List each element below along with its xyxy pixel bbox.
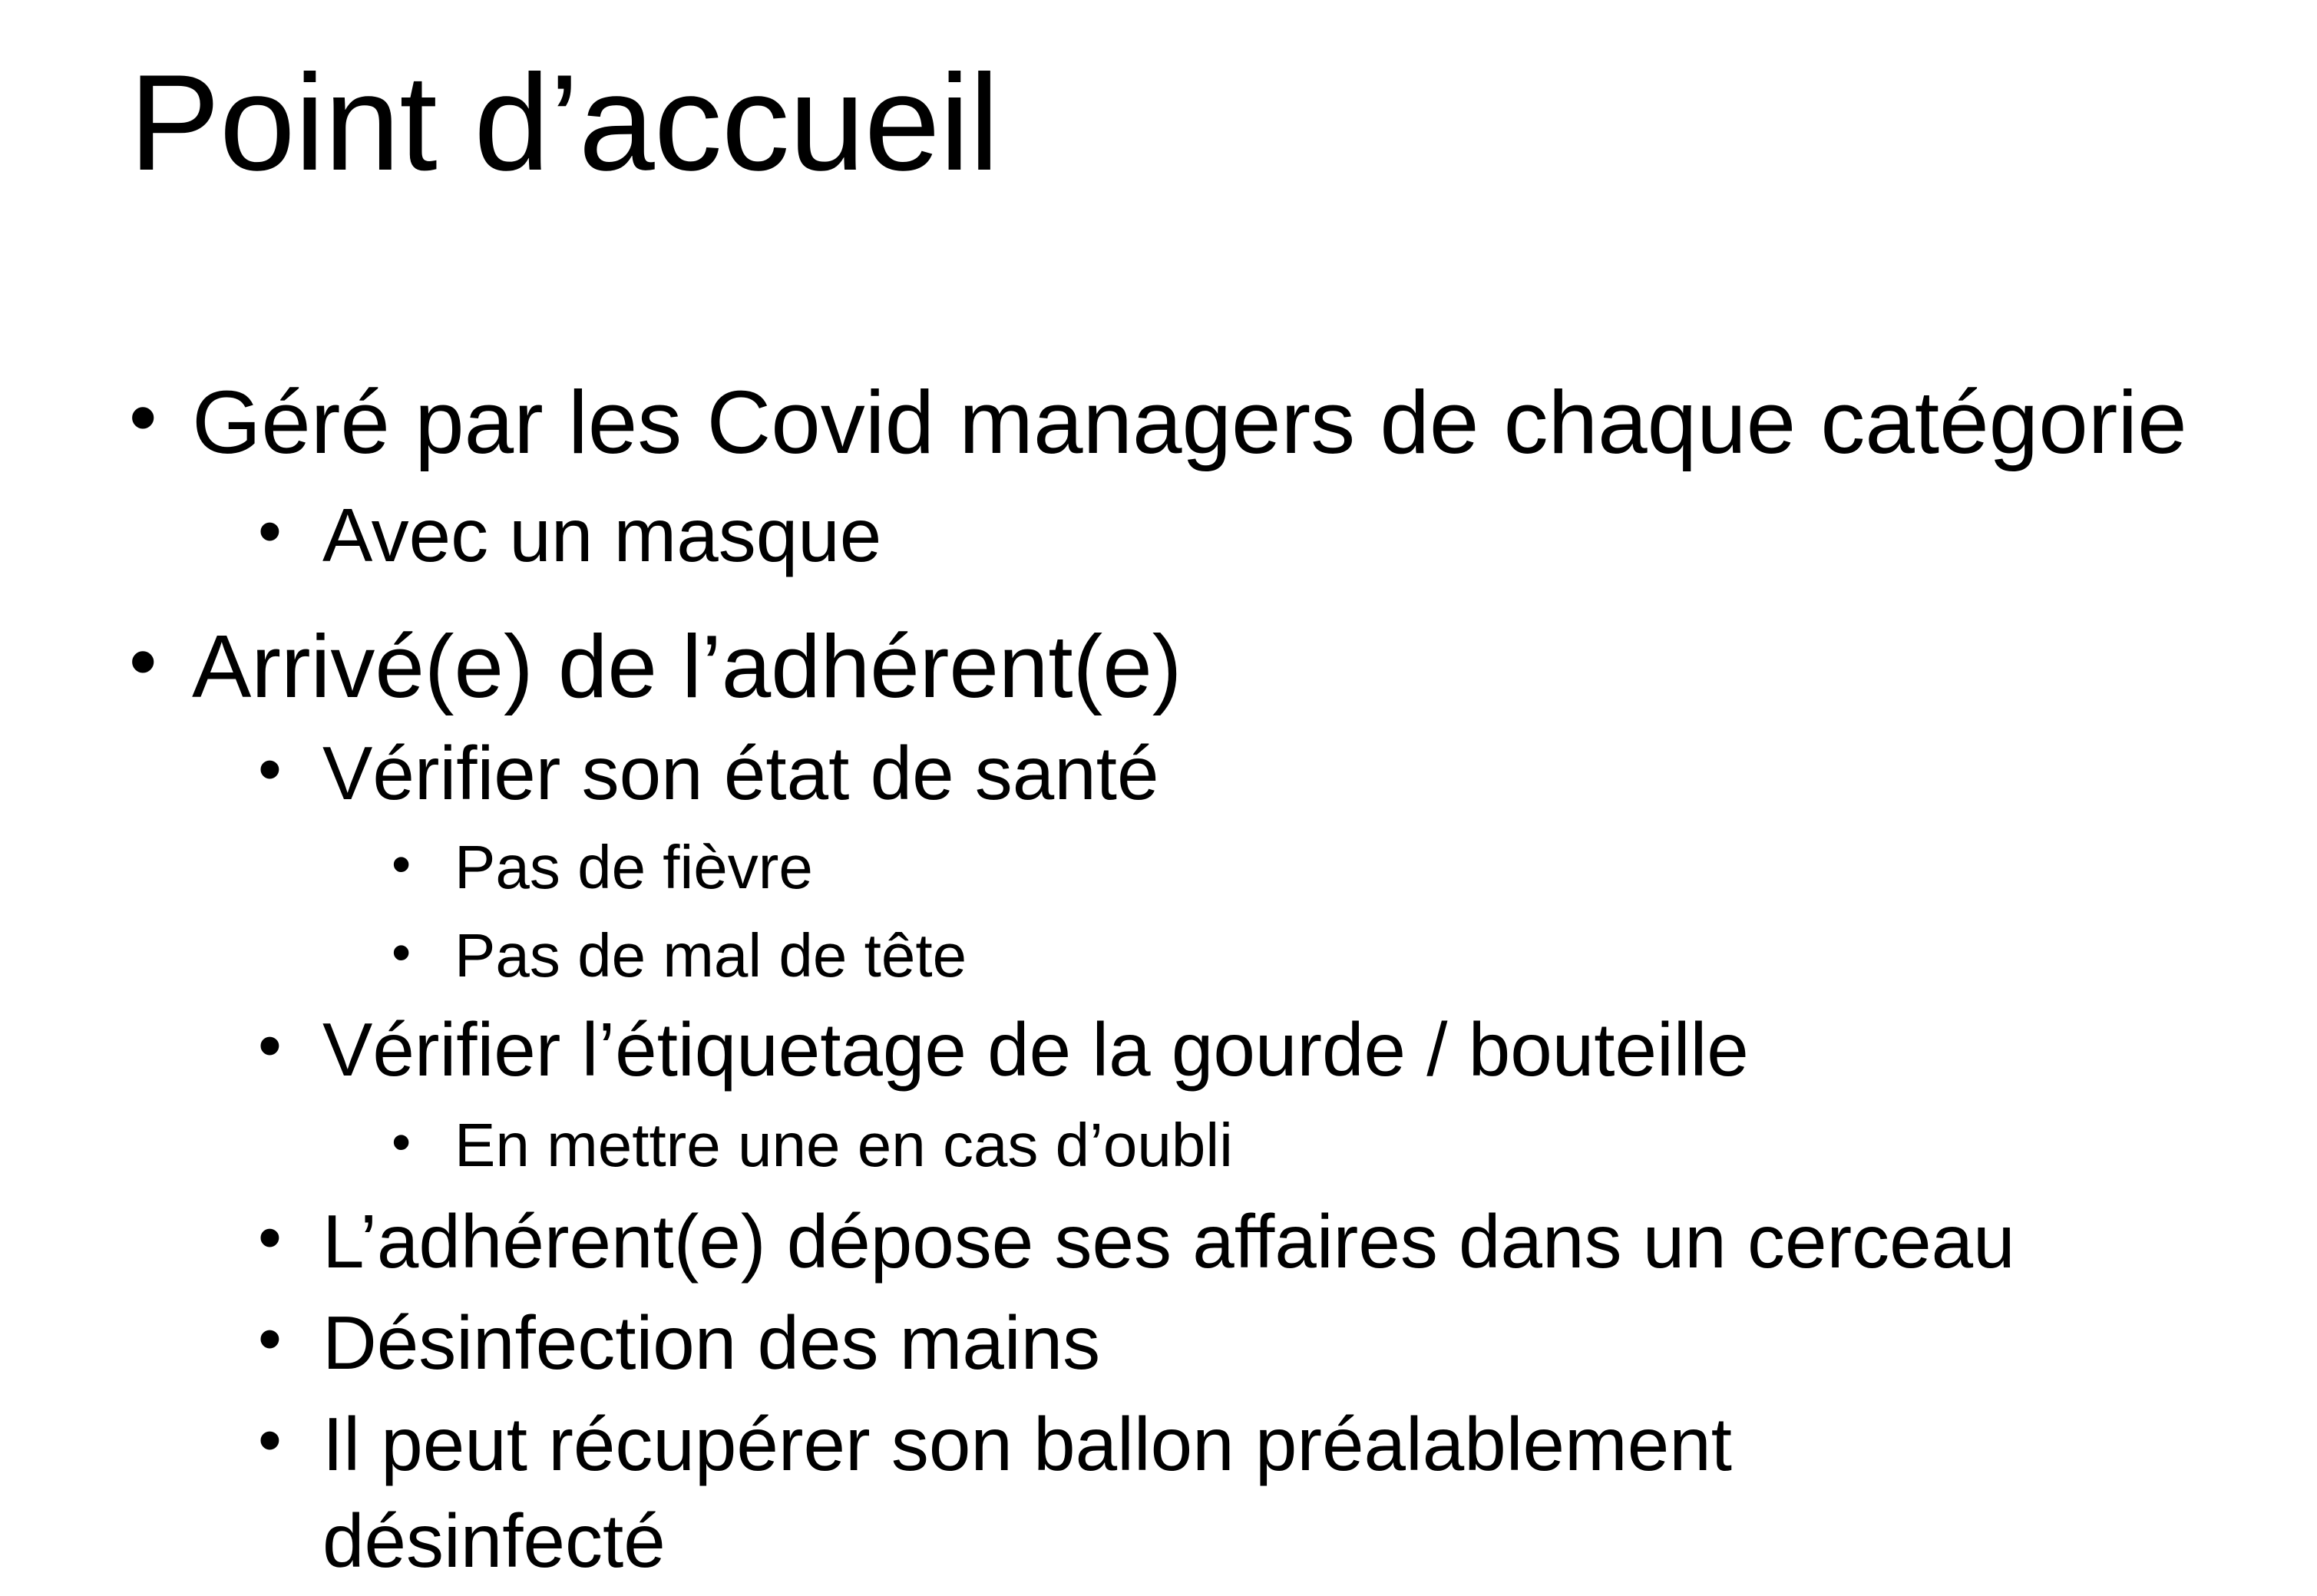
bullet-text: Pas de mal de tête	[454, 921, 967, 990]
bullet-icon: •	[392, 834, 412, 895]
bullet-text: Avec un masque	[322, 493, 882, 577]
bullet-text: En mettre une en cas d’oubli	[454, 1111, 1233, 1179]
bullet-icon: •	[258, 1300, 282, 1376]
bullet-text: Géré par les Covid managers de chaque catégorie	[192, 372, 2187, 472]
bullet-text: Arrivé(e) de l’adhérent(e)	[192, 616, 1182, 716]
bullet-text: Pas de fièvre	[454, 833, 813, 901]
bullet-icon: •	[129, 373, 157, 462]
bullet-text: Vérifier l’étiquetage de la gourde / bouteille	[322, 1007, 1749, 1092]
bullet-text: Il peut récupérer son ballon préalablement	[322, 1402, 1732, 1486]
bullet-icon: •	[258, 1199, 282, 1275]
bullet-icon: •	[392, 922, 412, 983]
slide-title: Point d’accueil	[129, 46, 999, 199]
bullet-icon: •	[392, 1112, 412, 1173]
bullet-icon: •	[258, 493, 282, 569]
bullet-text: désinfecté	[322, 1499, 666, 1583]
bullet-text: L’adhérent(e) dépose ses affaires dans un cerceau	[322, 1199, 2015, 1284]
bullet-icon: •	[129, 617, 157, 706]
bullet-icon: •	[258, 1007, 282, 1083]
bullet-icon: •	[258, 731, 282, 807]
bullet-text: Vérifier son état de santé	[322, 731, 1159, 815]
bullet-icon: •	[258, 1402, 282, 1478]
bullet-text: Désinfection des mains	[322, 1300, 1101, 1385]
